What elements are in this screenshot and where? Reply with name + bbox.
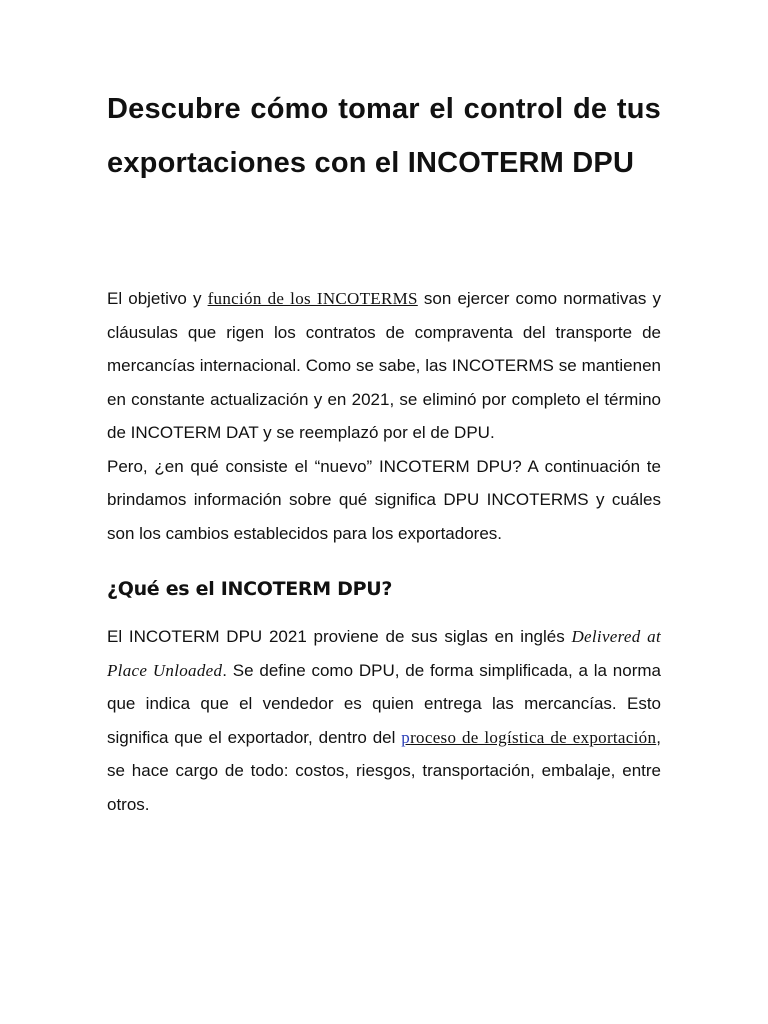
dpu-full-term: Delivered at Place Unloaded xyxy=(107,627,661,680)
page-title: Descubre cómo tomar el control de tus exportaciones con el INCOTERM DPU xyxy=(107,93,661,179)
definition-text-end: , se hace cargo de todo: costos, riesgos, transportación, embalaje, entre otros. xyxy=(107,727,661,814)
incoterms-function-link[interactable]: función de los INCOTERMS xyxy=(207,289,418,308)
question-paragraph: Pero, ¿en qué consiste el “nuevo” INCOTERM DPU? A continuación te brindamos información sobre qué significa DPU INCOTERMS y cuáles son los cambios establecidos para los exportadores. xyxy=(107,456,661,543)
document-page xyxy=(107,82,661,821)
section-heading: ¿Qué es el INCOTERM DPU? xyxy=(107,578,393,600)
definition-text-middle: . Se define como DPU, de forma simplificada, a la norma que indica que el vendedor es quien entrega las mercancías. Esto significa que el exportador, dentro del xyxy=(107,660,661,747)
definition-text-start: El INCOTERM DPU 2021 proviene de sus siglas en inglés xyxy=(107,627,572,646)
intro-text-after-link: son ejercer como normativas y cláusulas que rigen los contratos de compraventa del transporte de mercancías internacional. Como se sabe, las INCOTERMS se mantienen en constante actualización y en 2021, se eliminó por completo el término de INCOTERM DAT y se reemplazó por el de DPU. xyxy=(107,289,661,442)
export-logistics-link[interactable] xyxy=(401,728,656,747)
definition-paragraph xyxy=(107,620,661,821)
intro-paragraph xyxy=(107,282,661,450)
export-logistics-link-first-letter: p xyxy=(401,727,411,747)
intro-text-before-link: El objetivo y xyxy=(107,289,208,308)
export-logistics-link-rest: roceso de logística de exportación xyxy=(410,727,657,747)
